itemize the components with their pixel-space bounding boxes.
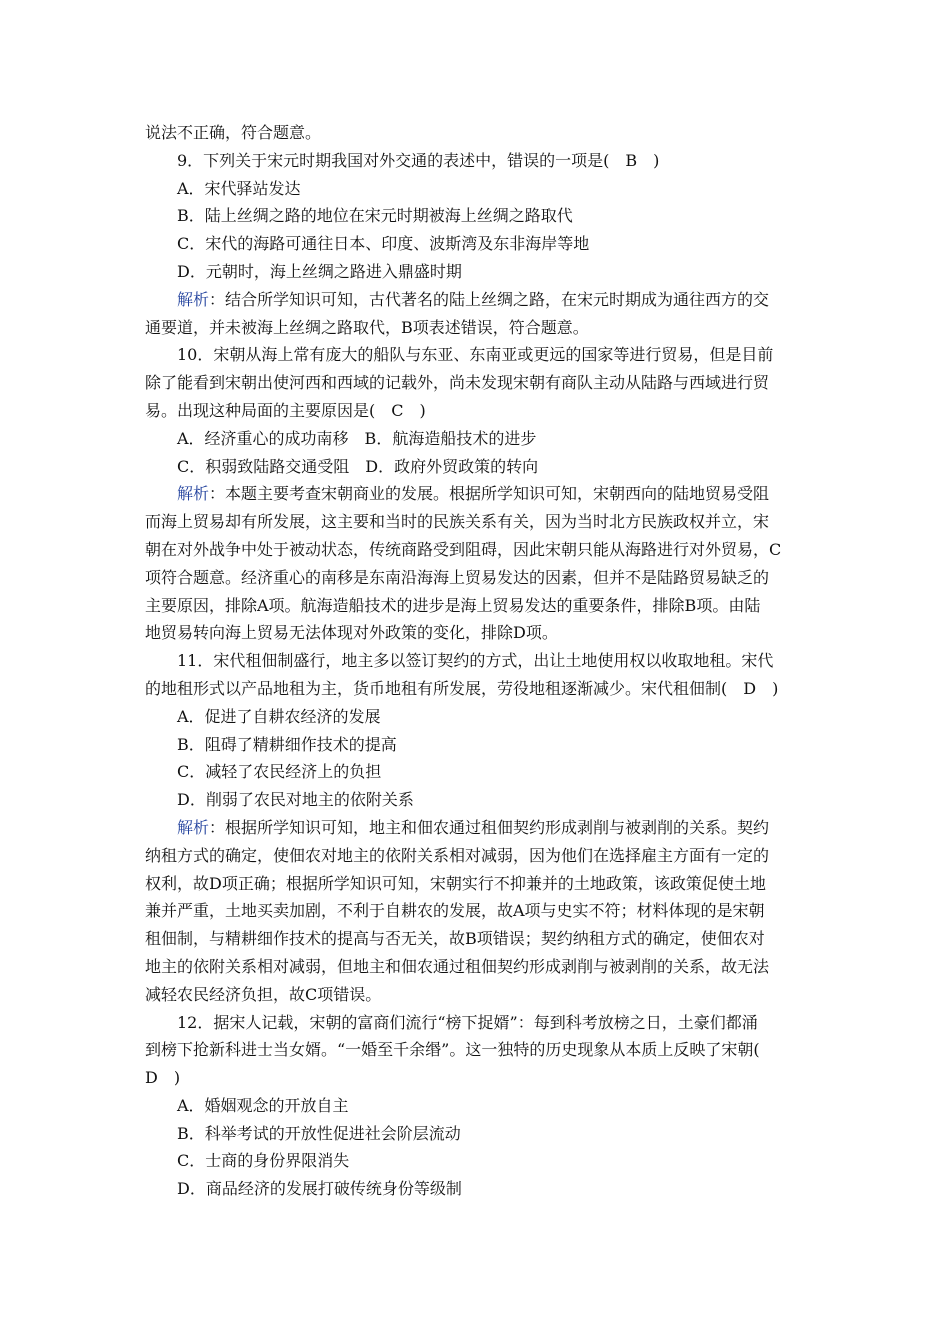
question-11-option-c: C．减轻了农民经济上的负担 [177, 762, 382, 782]
text-line: 主要原因，排除A项。航海造船技术的进步是海上贸易发达的重要条件，排除B项。由陆 [145, 595, 761, 615]
text-line: 兼并严重，土地买卖加剧，不利于自耕农的发展，故A项与史实不符；材料体现的是宋朝 [145, 901, 765, 921]
text-line: 租佃制，与精耕细作技术的提高与否无关，故B项错误；契约纳租方式的确定，使佃农对 [145, 929, 765, 949]
analysis-label: 解析 [177, 289, 210, 309]
text-line: 易。出现这种局面的主要原因是( C ) [145, 400, 426, 420]
question-10-options-cd: C．积弱致陆路交通受阻 D．政府外贸政策的转向 [177, 456, 539, 476]
analysis-label: 解析 [177, 817, 210, 837]
question-9-option-d: D．元朝时，海上丝绸之路进入鼎盛时期 [177, 261, 462, 281]
question-11-option-d: D．削弱了农民对地主的依附关系 [177, 790, 414, 810]
question-11-option-b: B．阻碍了精耕细作技术的提高 [177, 734, 397, 754]
text-line: 纳租方式的确定，使佃农对地主的依附关系相对减弱，因为他们在选择雇主方面有一定的 [145, 845, 770, 865]
text-line: 权利，故D项正确；根据所学知识可知，宋朝实行不抑兼并的土地政策，该政策促使土地 [145, 873, 766, 893]
text-line: 说法不正确，符合题意。 [145, 123, 322, 142]
question-9-option-b: B．陆上丝绸之路的地位在宋元时期被海上丝绸之路取代 [177, 206, 573, 226]
question-9-stem: 9．下列关于宋元时期我国对外交通的表述中，错误的一项是( B ) [177, 150, 660, 170]
text-line: 到榜下抢新科进士当女婿。“一婚至千余缗”。这一独特的历史现象从本质上反映了宋朝( [145, 1040, 760, 1060]
question-9-option-a: A．宋代驿站发达 [177, 178, 301, 198]
text-line: 通要道，并未被海上丝绸之路取代，B项表述错误，符合题意。 [145, 317, 589, 337]
question-11-option-a: A．促进了自耕农经济的发展 [177, 706, 381, 726]
question-12-option-c: C．士商的身份界限消失 [177, 1151, 350, 1171]
question-12-stem: 12．据宋人记载，宋朝的富商们流行“榜下捉婿”：每到科考放榜之日，土豪们都涌 [177, 1012, 758, 1032]
question-11-stem: 11．宋代租佃制盛行，地主多以签订契约的方式，出让土地使用权以收取地租。宋代 [177, 651, 774, 671]
text-line: D ) [145, 1068, 181, 1088]
text-line: 的地租形式以产品地租为主，货币地租有所发展，劳役地租逐渐减少。宋代租佃制( D ) [145, 678, 779, 698]
text-line: 减轻农民经济负担，故C项错误。 [145, 984, 382, 1004]
question-12-option-a: A．婚姻观念的开放自主 [177, 1095, 349, 1115]
text-line: 地贸易转向海上贸易无法体现对外政策的变化，排除D项。 [145, 623, 558, 643]
analysis-text: ：根据所学知识可知，地主和佃农通过租佃契约形成剥削与被剥削的关系。契约 [209, 817, 770, 837]
text-line: 除了能看到宋朝出使河西和西域的记载外，尚未发现宋朝有商队主动从陆路与西域进行贸 [145, 373, 770, 393]
question-10-analysis [145, 480, 810, 508]
question-9-analysis [145, 286, 810, 314]
text-line: 项符合题意。经济重心的南移是东南沿海海上贸易发达的因素，但并不是陆路贸易缺乏的 [145, 567, 770, 587]
question-11-analysis [145, 814, 810, 842]
text-line: 朝在对外战争中处于被动状态，传统商路受到阻碍，因此宋朝只能从海路进行对外贸易，C [145, 539, 782, 559]
analysis-text: ：本题主要考查宋朝商业的发展。根据所学知识可知，宋朝西向的陆地贸易受阻 [209, 484, 770, 504]
question-12-option-d: D．商品经济的发展打破传统身份等级制 [177, 1179, 462, 1199]
question-10-stem: 10．宋朝从海上常有庞大的船队与东亚、东南亚或更远的国家等进行贸易，但是目前 [177, 345, 774, 365]
analysis-text: ：结合所学知识可知，古代著名的陆上丝绸之路，在宋元时期成为通往西方的交 [209, 289, 770, 309]
analysis-label: 解析 [177, 484, 210, 504]
question-10-options-ab: A．经济重心的成功南移 B．航海造船技术的进步 [177, 428, 537, 448]
document-page [145, 119, 810, 1203]
text-line: 地主的依附关系相对减弱，但地主和佃农通过租佃契约形成剥削与被剥削的关系，故无法 [145, 956, 770, 976]
question-12-option-b: B．科举考试的开放性促进社会阶层流动 [177, 1123, 461, 1143]
question-9-option-c: C．宋代的海路可通往日本、印度、波斯湾及东非海岸等地 [177, 234, 590, 254]
text-line: 而海上贸易却有所发展，这主要和当时的民族关系有关，因为当时北方民族政权并立，宋 [145, 512, 770, 532]
